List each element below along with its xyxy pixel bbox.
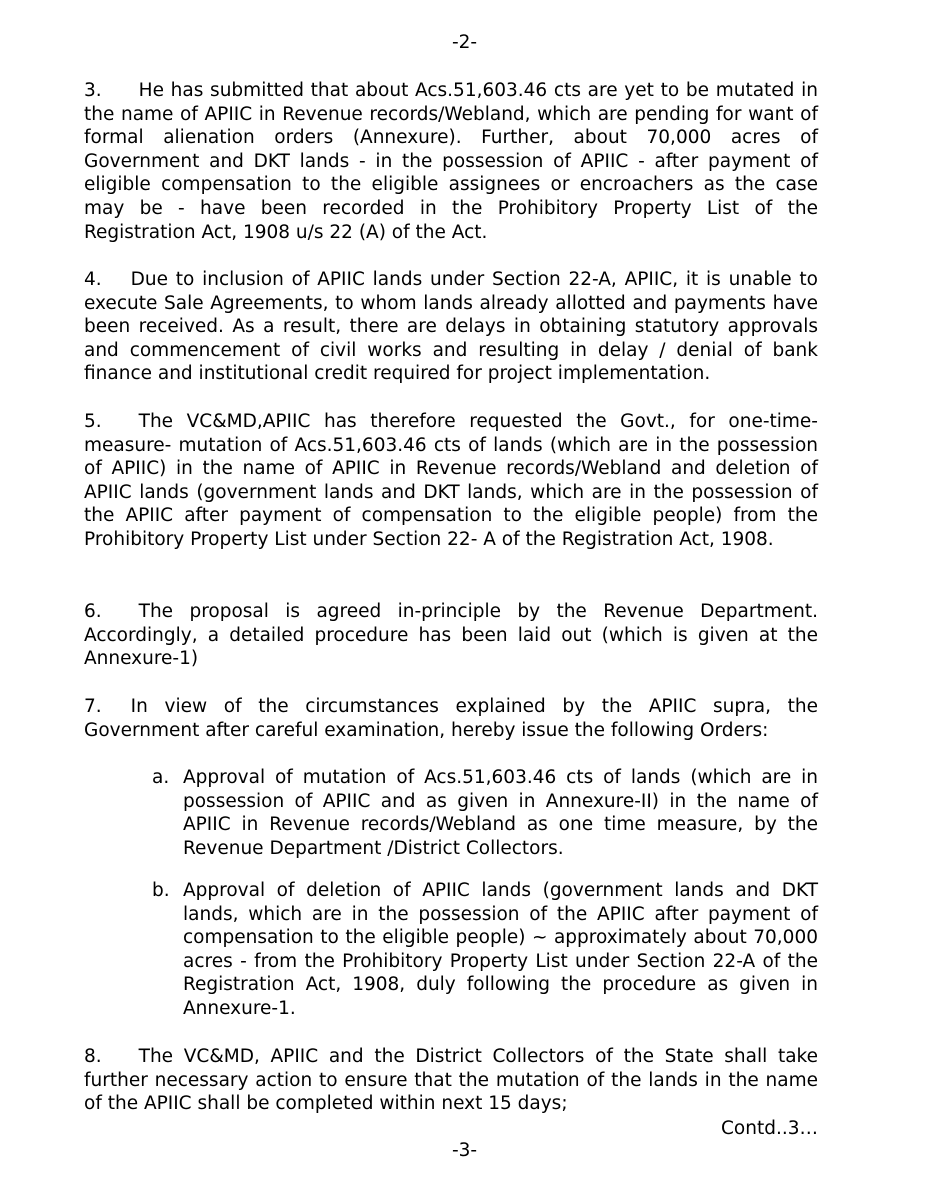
paragraph-3 xyxy=(84,79,818,244)
paragraph-text: The proposal is agreed in-principle by the Revenue Department. Accordingly, a detailed procedure has been laid out (which is given at the Annexure-1) xyxy=(84,601,818,670)
paragraph-text: Due to inclusion of APIIC lands under Section 22-A, APIIC, it is unable to execute Sale Agreements, to whom lands already allotted and payments have been received. As a result, there are delays in obtaining statutory approvals and commencement of civil works and resulting in delay / denial of bank finance and institutional credit required for project implementation. xyxy=(84,269,818,385)
paragraph-number: 8. xyxy=(84,1046,102,1067)
paragraph-6 xyxy=(84,600,818,671)
order-item-a xyxy=(152,766,818,860)
order-item-b xyxy=(152,879,818,1021)
paragraph-number: 6. xyxy=(84,601,102,622)
list-item-text: Approval of mutation of Acs.51,603.46 cts of lands (which are in possession of APIIC and as given in Annexure-II) in the name of APIIC in Revenue records/Webland as one time measure, by the Revenue Department /District Collectors. xyxy=(183,767,818,859)
paragraph-number: 4. xyxy=(84,269,102,290)
paragraph-8 xyxy=(84,1045,818,1116)
paragraph-7 xyxy=(84,695,818,742)
paragraph-number: 3. xyxy=(84,80,102,101)
paragraph-5 xyxy=(84,410,818,552)
paragraph-text: The VC&MD, APIIC and the District Collectors of the State shall take further necessary action to ensure that the mutation of the lands in the name of the APIIC shall be completed within next 15 days; xyxy=(84,1046,818,1115)
list-marker: a. xyxy=(152,767,170,788)
list-item-text: Approval of deletion of APIIC lands (government lands and DKT lands, which are in the possession of the APIIC after payment of compensation to the eligible people) ~ approximately about 70,000 acres - from the Prohibitory Property List under Section 22-A of the Registration Act, 1908, duly following the procedure as given in Annexure-1. xyxy=(183,880,818,1019)
paragraph-text: He has submitted that about Acs.51,603.46 cts are yet to be mutated in the name of APIIC in Revenue records/Webland, which are pending for want of formal alienation orders (Annexure). Further, about 70,000 acres of Government and DKT lands - in the possession of APIIC - after payment of eligible compensation to the eligible assignees or encroachers as the case may be - have been recorded in the Prohibitory Property List of the Registration Act, 1908 u/s 22 (A) of the Act. xyxy=(84,80,818,243)
paragraph-text: The VC&MD,APIIC has therefore requested the Govt., for one-time-measure- mutation of Acs.51,603.46 cts of lands (which are in the possession of APIIC) in the name of APIIC in Revenue records/Webland and deletion of APIIC lands (government lands and DKT lands, which are in the possession of the APIIC after payment of compensation to the eligible people) from the Prohibitory Property List under Section 22- A of the Registration Act, 1908. xyxy=(84,411,818,550)
paragraph-number: 5. xyxy=(84,411,102,432)
paragraph-4 xyxy=(84,268,818,386)
page-number-bottom: -3- xyxy=(451,1140,478,1161)
continued-note: Contd..3… xyxy=(721,1118,818,1139)
paragraph-number: 7. xyxy=(84,696,102,717)
paragraph-text: In view of the circumstances explained by the APIIC supra, the Government after careful examination, hereby issue the following Orders: xyxy=(84,696,818,741)
list-marker: b. xyxy=(152,880,170,901)
page-number-top: -2- xyxy=(451,32,478,53)
